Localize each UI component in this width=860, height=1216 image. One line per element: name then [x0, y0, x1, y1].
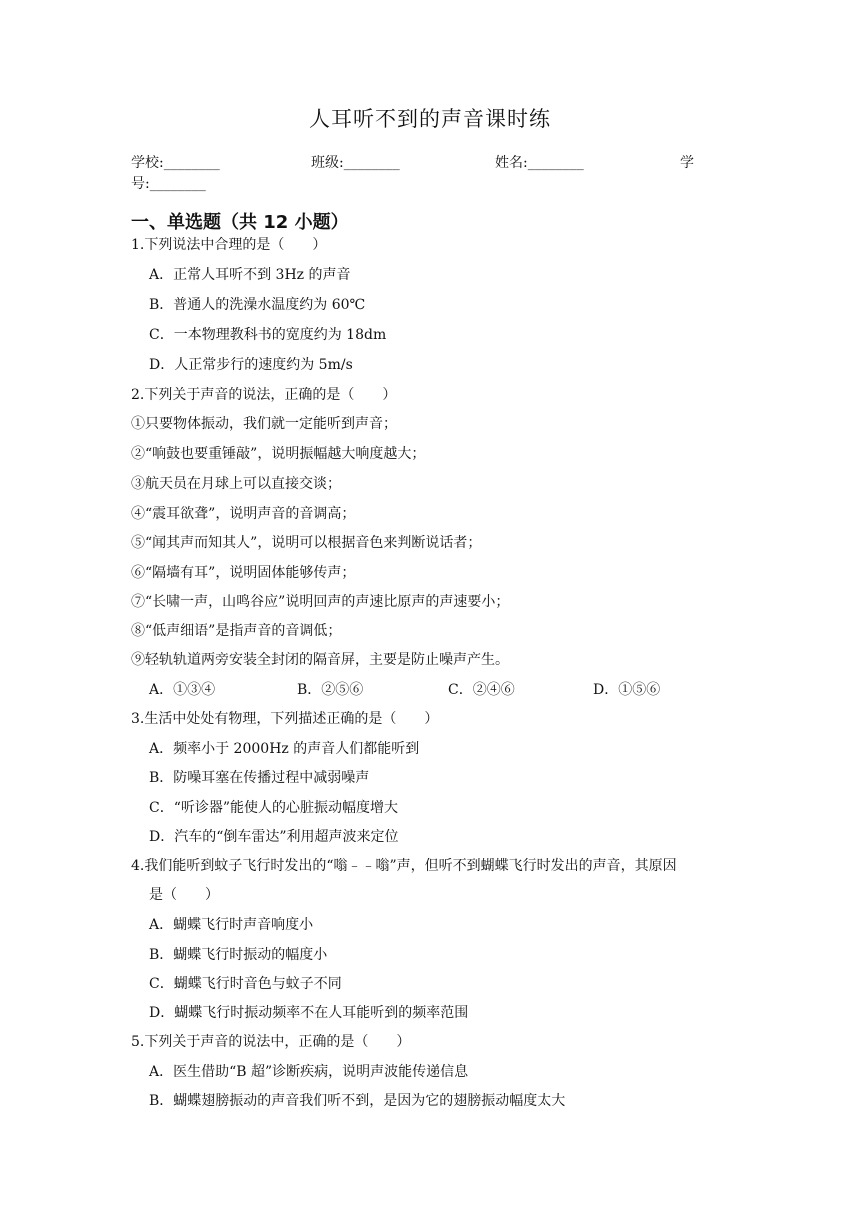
question-2-statement: ⑨轻轨轨道两旁安装全封闭的隔音屏，主要是防止噪声产生。: [131, 652, 509, 668]
section-heading: 一、单选题（共 12 小题）: [131, 212, 349, 233]
question-1-option-c: C．一本物理教科书的宽度约为 18dm: [149, 327, 387, 343]
question-3-option-c: C．“听诊器”能使人的心脏振动幅度增大: [149, 800, 399, 816]
question-2-option-b: B．②⑤⑥: [297, 682, 364, 698]
student-id-label-start: 学: [680, 155, 694, 171]
question-5-stem: 5.下列关于声音的说法中，正确的是（ ）: [131, 1034, 411, 1050]
question-4-stem-continued: 是（ ）: [149, 887, 219, 903]
question-2-option-c: C．②④⑥: [448, 682, 515, 698]
question-2-statement: ①只要物体振动，我们就一定能听到声音；: [131, 416, 397, 432]
question-2-statement: ⑧“低声细语”是指声音的音调低；: [131, 623, 342, 639]
question-2-option-a: A．①③④: [149, 682, 216, 698]
question-2-option-d: D．①⑤⑥: [593, 682, 661, 698]
question-4-option-b: B．蝴蝶飞行时振动的幅度小: [149, 947, 328, 963]
question-2-statement: ③航天员在月球上可以直接交谈；: [131, 476, 341, 492]
question-4-option-c: C．蝴蝶飞行时音色与蚊子不同: [149, 976, 342, 992]
question-3-stem: 3.生活中处处有物理，下列描述正确的是（ ）: [131, 711, 439, 727]
name-field: 姓名:________: [495, 155, 584, 171]
question-5-option-b: B．蝴蝶翅膀振动的声音我们听不到，是因为它的翅膀振动幅度太大: [149, 1093, 566, 1109]
question-2-statement: ④“震耳欲聋”，说明声音的音调高；: [131, 506, 356, 522]
school-field: 学校:________: [131, 155, 220, 171]
question-1-option-d: D．人正常步行的速度约为 5m/s: [149, 357, 353, 373]
question-2-statement: ⑤“闻其声而知其人”，说明可以根据音色来判断说话者；: [131, 535, 482, 551]
student-id-field: 号:________: [131, 176, 206, 192]
class-field: 班级:________: [311, 155, 400, 171]
question-1-option-a: A．正常人耳听不到 3Hz 的声音: [149, 267, 351, 283]
page-title: 人耳听不到的声音课时练: [309, 107, 551, 131]
question-5-option-a: A．医生借助“B 超”诊断疾病，说明声波能传递信息: [149, 1064, 469, 1080]
question-4-stem: 4.我们能听到蚊子飞行时发出的“嗡﹣﹣嗡”声，但听不到蝴蝶飞行时发出的声音，其原因: [131, 858, 677, 874]
question-4-option-a: A．蝴蝶飞行时声音响度小: [149, 917, 314, 933]
question-1-option-b: B．普通人的洗澡水温度约为 60℃: [149, 297, 366, 313]
question-2-stem: 2.下列关于声音的说法，正确的是（ ）: [131, 387, 397, 403]
question-2-statement: ⑥“隔墙有耳”，说明固体能够传声；: [131, 565, 356, 581]
question-1-stem: 1.下列说法中合理的是（ ）: [131, 237, 327, 253]
question-2-statement: ②“响鼓也要重锤敲”，说明振幅越大响度越大；: [131, 446, 426, 462]
question-3-option-a: A．频率小于 2000Hz 的声音人们都能听到: [149, 741, 420, 757]
question-2-statement: ⑦“长啸一声，山鸣谷应”说明回声的声速比原声的声速要小；: [131, 594, 510, 610]
question-3-option-d: D．汽车的“倒车雷达”利用超声波来定位: [149, 829, 399, 845]
question-3-option-b: B．防噪耳塞在传播过程中减弱噪声: [149, 770, 370, 786]
question-4-option-d: D．蝴蝶飞行时振动频率不在人耳能听到的频率范围: [149, 1005, 469, 1021]
